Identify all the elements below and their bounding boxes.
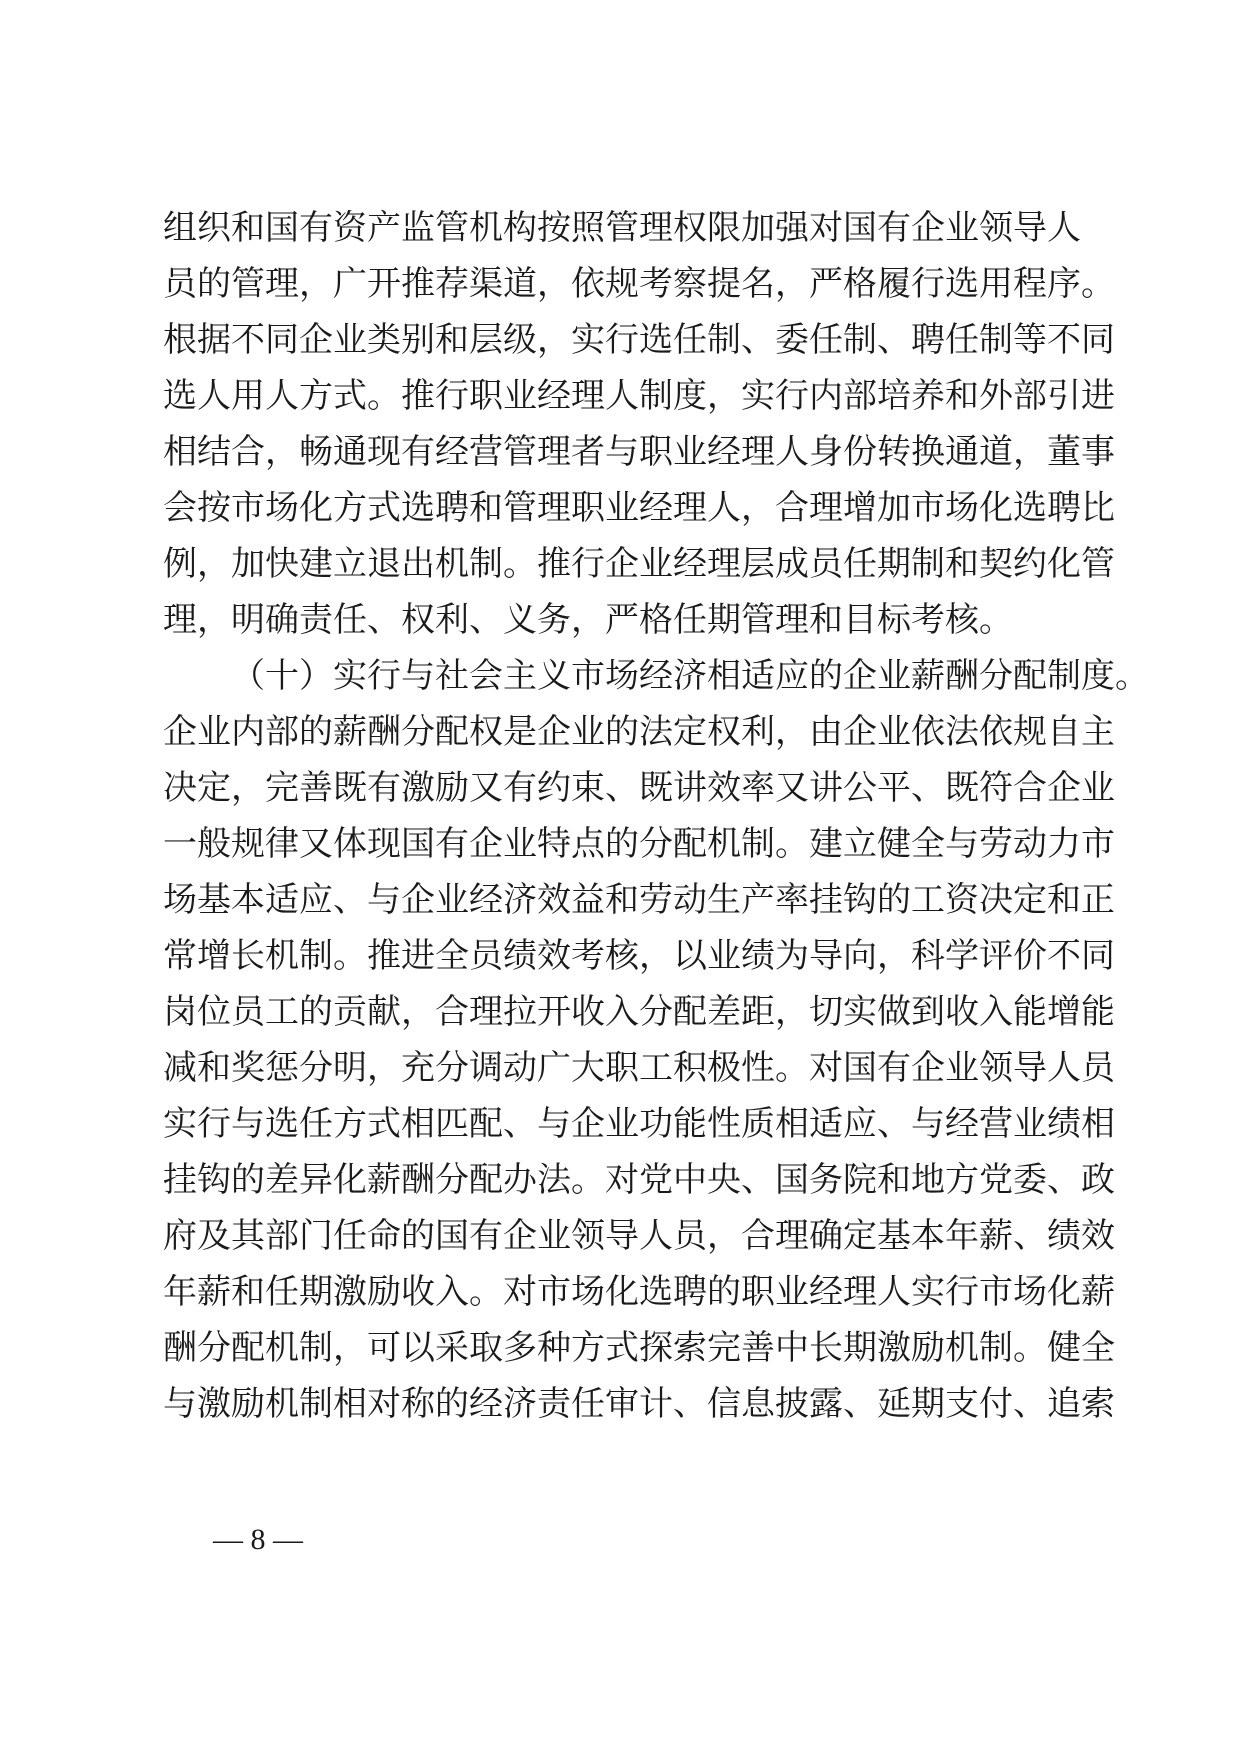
- text-line: 组织和国有资产监管机构按照管理权限加强对国有企业领导人: [163, 208, 1081, 248]
- text-line: 选人用人方式。推行职业经理人制度，实行内部培养和外部引进: [163, 376, 1115, 416]
- text-line: 实行与选任方式相匹配、与企业功能性质相适应、与经营业绩相: [163, 1104, 1115, 1144]
- text-line: 年薪和任期激励收入。对市场化选聘的职业经理人实行市场化薪: [163, 1272, 1115, 1312]
- text-line: 与激励机制相对称的经济责任审计、信息披露、延期支付、追索: [163, 1384, 1115, 1424]
- text-line: 场基本适应、与企业经济效益和劳动生产率挂钩的工资决定和正: [163, 880, 1115, 920]
- text-line: 常增长机制。推进全员绩效考核，以业绩为导向，科学评价不同: [163, 936, 1115, 976]
- text-line: 根据不同企业类别和层级，实行选任制、委任制、聘任制等不同: [163, 320, 1115, 360]
- text-line: 理，明确责任、权利、义务，严格任期管理和目标考核。: [163, 600, 1013, 640]
- text-line: 减和奖惩分明，充分调动广大职工积极性。对国有企业领导人员: [163, 1048, 1115, 1088]
- text-line: 挂钩的差异化薪酬分配办法。对党中央、国务院和地方党委、政: [163, 1160, 1115, 1200]
- text-line: 岗位员工的贡献，合理拉开收入分配差距，切实做到收入能增能: [163, 992, 1115, 1032]
- text-line: 决定，完善既有激励又有约束、既讲效率又讲公平、既符合企业: [163, 768, 1115, 808]
- text-line: 企业内部的薪酬分配权是企业的法定权利，由企业依法依规自主: [163, 712, 1115, 752]
- text-line: 会按市场化方式选聘和管理职业经理人，合理增加市场化选聘比: [163, 488, 1115, 528]
- text-line: 一般规律又体现国有企业特点的分配机制。建立健全与劳动力市: [163, 824, 1115, 864]
- text-line: 相结合，畅通现有经营管理者与职业经理人身份转换通道，董事: [163, 432, 1115, 472]
- text-line: 府及其部门任命的国有企业领导人员，合理确定基本年薪、绩效: [163, 1216, 1115, 1256]
- text-line: 酬分配机制，可以采取多种方式探索完善中长期激励机制。健全: [163, 1328, 1115, 1368]
- section-heading-line: （十）实行与社会主义市场经济相适应的企业薪酬分配制度。: [231, 656, 1149, 696]
- text-line: 例，加快建立退出机制。推行企业经理层成员任期制和契约化管: [163, 544, 1115, 584]
- page-number: — 8 —: [213, 1523, 303, 1556]
- text-line: 员的管理，广开推荐渠道，依规考察提名，严格履行选用程序。: [163, 264, 1115, 304]
